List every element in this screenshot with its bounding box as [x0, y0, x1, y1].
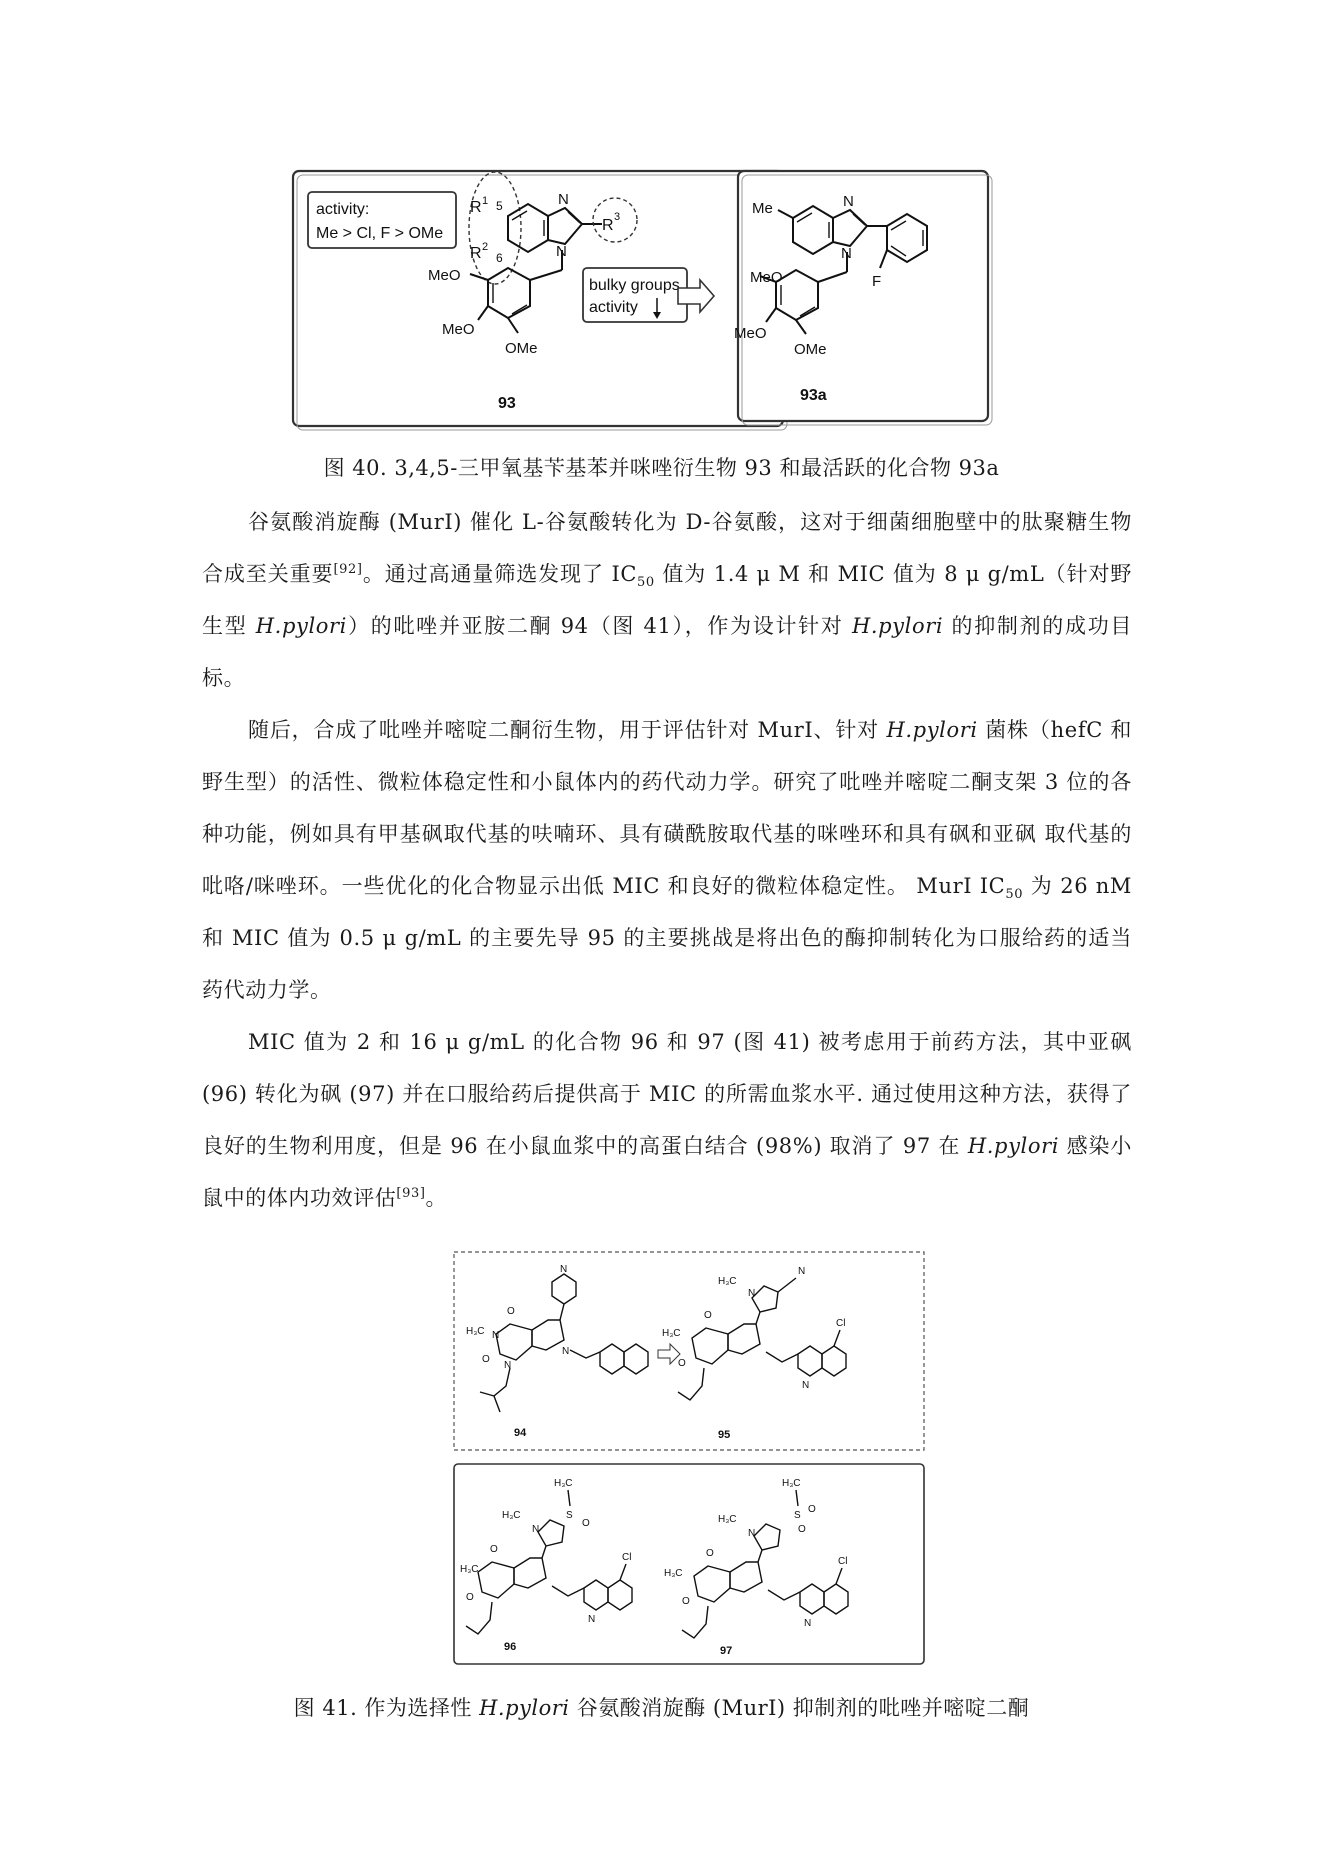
svg-text:MeO: MeO — [734, 325, 767, 342]
svg-text:O: O — [808, 1504, 816, 1515]
svg-text:O: O — [682, 1596, 690, 1607]
svg-text:O: O — [704, 1310, 712, 1321]
svg-text:R: R — [470, 199, 482, 216]
svg-text:S: S — [794, 1510, 801, 1521]
svg-text:O: O — [482, 1354, 490, 1365]
svg-text:O: O — [678, 1358, 686, 1369]
svg-text:H₃C: H₃C — [718, 1276, 737, 1287]
svg-text:N: N — [802, 1380, 810, 1391]
svg-text:OMe: OMe — [505, 340, 538, 357]
svg-text:OMe: OMe — [794, 341, 827, 358]
svg-text:N: N — [560, 1264, 568, 1275]
svg-text:N: N — [748, 1528, 756, 1539]
svg-text:N: N — [492, 1330, 500, 1341]
svg-text:H₃C: H₃C — [662, 1328, 681, 1339]
svg-text:N: N — [841, 245, 852, 262]
svg-text:S: S — [566, 1510, 573, 1521]
paragraph-3: MIC 值为 2 和 16 μ g/mL 的化合物 96 和 97 (图 41) 被考虑用于前药方法，其中亚砜 (96) 转化为砜 (97) 并在口服给药后提供高于 MIC 的所需血浆水平. 通过使用这种方法，获得了良好的生物利用度，但是 96 在小鼠血浆中的高蛋白结合 (98%) 取消了 97 在 H.pylori 感染小鼠中的体内功效评估[93]。 — [202, 1030, 1133, 1210]
svg-text:H₃C: H₃C — [502, 1510, 521, 1521]
svg-text:Cl: Cl — [622, 1552, 632, 1563]
svg-text:N: N — [748, 1288, 756, 1299]
svg-text:H₃C: H₃C — [664, 1568, 683, 1579]
svg-text:O: O — [706, 1548, 714, 1559]
svg-text:N: N — [798, 1266, 806, 1277]
compound-label-93a: 93a — [800, 387, 827, 404]
svg-text:bulky groups: bulky groups — [589, 277, 680, 294]
svg-text:R: R — [602, 217, 614, 234]
figure-41 — [452, 1250, 932, 1670]
svg-text:N: N — [556, 243, 567, 260]
paragraph-1: 谷氨酸消旋酶 (MurI) 催化 L-谷氨酸转化为 D-谷氨酸，这对于细菌细胞壁中的肽聚糖生物合成至关重要[92]。通过高通量筛选发现了 $IC_{50}$ 值为 1.4 μ M 和 MIC 值为 8 μ g/mL（针对野生型 H.pylori）的吡唑并亚胺二酮 94（图 41），作为设计针对 H.pylori 的抑制剂的成功目标。 — [202, 510, 1133, 690]
body-text — [202, 496, 1132, 1224]
svg-text:H₃C: H₃C — [460, 1564, 479, 1575]
svg-text:1: 1 — [482, 195, 489, 207]
svg-text:R: R — [470, 245, 482, 262]
svg-text:N: N — [588, 1614, 596, 1625]
compound-label-96: 96 — [504, 1641, 517, 1653]
svg-text:N: N — [562, 1346, 570, 1357]
svg-text:H₃C: H₃C — [554, 1478, 573, 1489]
figure-40 — [290, 168, 1050, 433]
svg-text:N: N — [504, 1360, 512, 1371]
svg-text:H₃C: H₃C — [718, 1514, 737, 1525]
compound-label-93: 93 — [498, 395, 516, 412]
activity-label: activity: — [316, 201, 370, 218]
svg-text:Cl: Cl — [836, 1318, 846, 1329]
paragraph-2: 随后，合成了吡唑并嘧啶二酮衍生物，用于评估针对 MurI、针对 H.pylori 菌株（hefC 和野生型）的活性、微粒体稳定性和小鼠体内的药代动力学。研究了吡唑并嘧啶二酮支架 3 位的各种功能，例如具有甲基砜取代基的呋喃环、具有磺酰胺取代基的咪唑环和具有砜和亚砜 取代基的吡咯/咪唑环。一些优化的化合物显示出低 MIC 和良好的微粒体稳定性。 MurI $IC_{50}$ 为 26 nM 和 MIC 值为 0.5 μ g/mL 的主要先导 95 的主要挑战是将出色的酶抑制转化为口服给药的适当药代动力学。 — [202, 718, 1133, 1002]
svg-text:Me: Me — [752, 200, 773, 217]
svg-text:O: O — [798, 1524, 806, 1535]
svg-text:O: O — [490, 1544, 498, 1555]
svg-text:6: 6 — [496, 251, 503, 265]
svg-text:N: N — [843, 193, 854, 210]
svg-text:activity: activity — [589, 299, 638, 316]
svg-text:N: N — [532, 1524, 540, 1535]
svg-text:Cl: Cl — [838, 1556, 848, 1567]
activity-rule: Me > Cl, F > OMe — [316, 225, 444, 242]
compound-label-94: 94 — [514, 1427, 527, 1439]
svg-text:O: O — [507, 1306, 515, 1317]
svg-text:MeO: MeO — [750, 269, 783, 286]
svg-text:N: N — [804, 1618, 812, 1629]
svg-text:N: N — [558, 191, 569, 208]
compound-label-97: 97 — [720, 1645, 733, 1657]
figure-40-caption: 图 40. 3,4,5-三甲氧基苄基苯并咪唑衍生物 93 和最活跃的化合物 93a — [323, 456, 1000, 480]
svg-text:F: F — [872, 273, 882, 290]
svg-text:5: 5 — [496, 199, 503, 213]
panel-94-95 — [454, 1252, 924, 1450]
compound-label-95: 95 — [718, 1429, 731, 1441]
svg-text:2: 2 — [482, 241, 489, 253]
svg-text:H₃C: H₃C — [782, 1478, 801, 1489]
svg-text:O: O — [582, 1518, 590, 1529]
svg-text:H₃C: H₃C — [466, 1326, 485, 1337]
svg-text:O: O — [466, 1592, 474, 1603]
svg-text:3: 3 — [614, 211, 621, 223]
figure-41-caption: 图 41. 作为选择性 H.pylori 谷氨酸消旋酶 (MurI) 抑制剂的吡唑并嘧啶二酮 — [293, 1696, 1030, 1720]
svg-text:MeO: MeO — [428, 267, 461, 284]
svg-text:MeO: MeO — [442, 321, 475, 338]
